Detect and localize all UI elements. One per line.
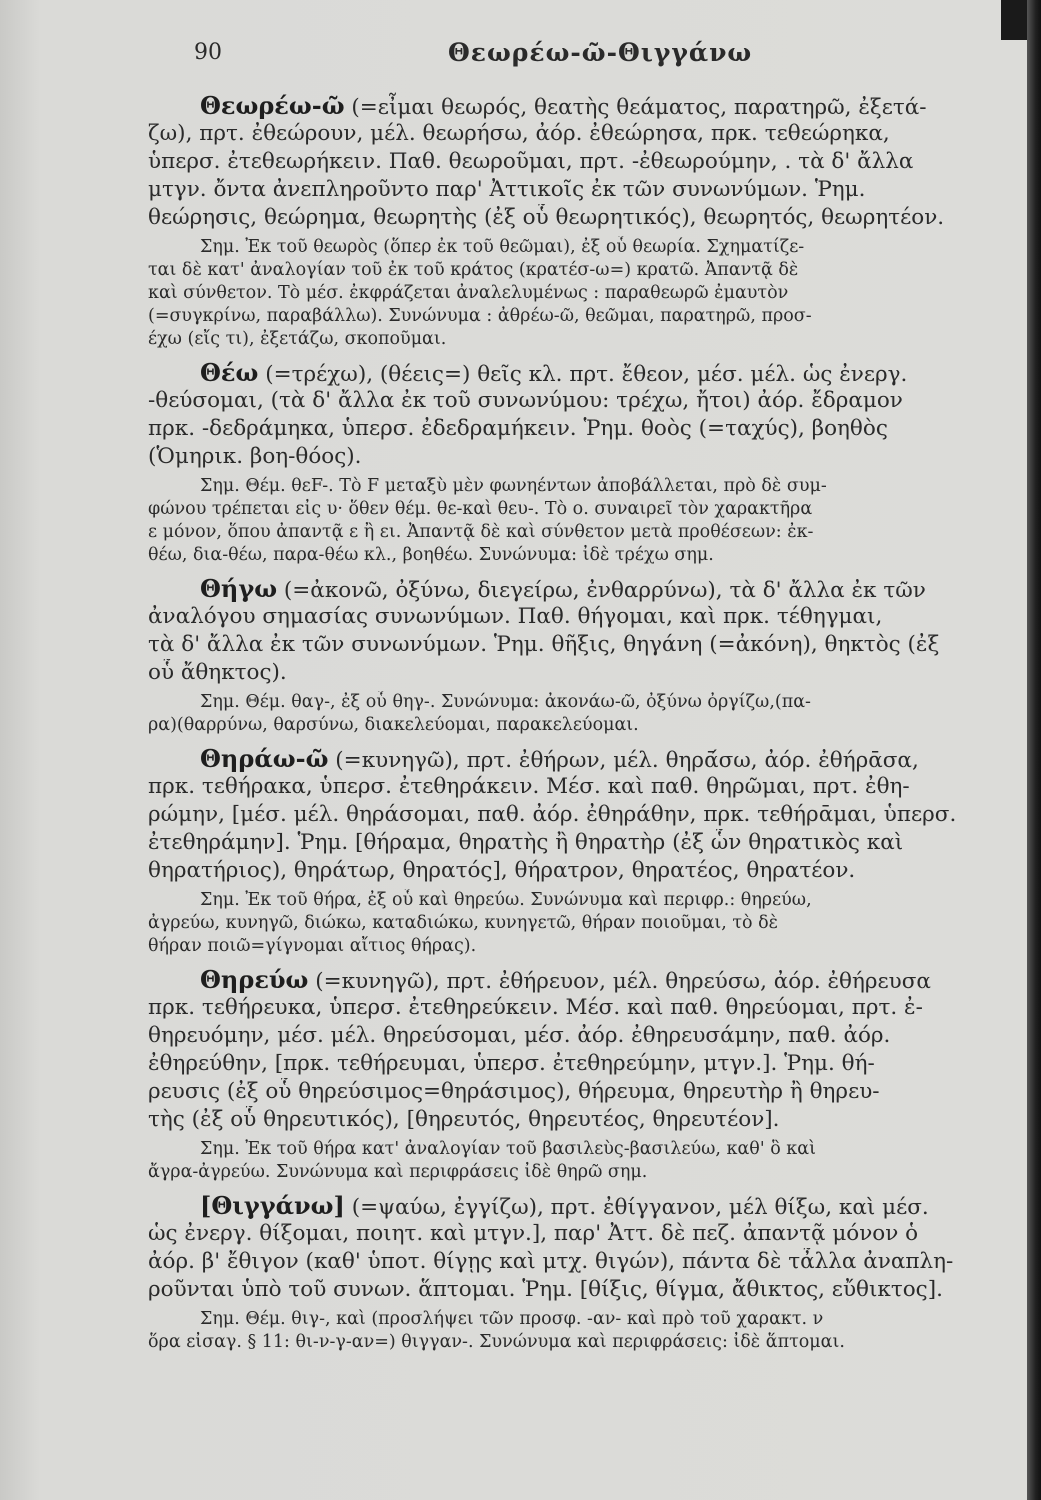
dictionary-entry: [148, 575, 1041, 687]
dictionary-entry: [148, 745, 1041, 885]
entry-text: (=ψαύω, ἐγγίζω), πρτ. ἐθίγγανον, μέλ θίξω, καὶ μέσ.: [344, 1195, 929, 1220]
entry-text: πρκ. τεθήρακα, ὑπερσ. ἐτεθηράκειν. Μέσ. καὶ παθ. θηρῶμαι, πρτ. ἐθη-: [148, 774, 910, 799]
note-line: θήραν ποιῶ=γίγνομαι αἴτιος θήρας).: [148, 936, 477, 956]
entry-note: [148, 475, 1041, 567]
entry-text: πρκ. -δεδράμηκα, ὑπερσ. ἐδεδραμήκειν. Ῥημ. θοὸς (=ταχύς), βοηθὸς: [148, 416, 888, 441]
entry-line: [148, 1106, 1041, 1134]
entry-text: (=ἀκονῶ, ὀξύνω, διεγείρω, ἐνθαρρύνω), τὰ δ' ἄλλα ἐκ τῶν: [277, 578, 926, 603]
entry-text: ἀναλόγου σημασίας συνωνύμων. Παθ. θήγομαι, καὶ πρκ. τέθηγμαι,: [148, 604, 883, 629]
running-head: Θεωρέω-ῶ-Θιγγάνω: [448, 38, 753, 67]
note-line: Σημ. Ἐκ τοῦ θήρα κατ' ἀναλογίαν τοῦ βασιλεὺς-βασιλεύω, καθ' ὃ καὶ: [200, 1139, 816, 1159]
entry-line: [148, 92, 1041, 120]
entry-note: [148, 691, 1041, 737]
entry-line: [148, 1022, 1041, 1050]
entry-line: [148, 359, 1041, 387]
entry-line: [148, 857, 1041, 885]
entry-text: ὡς ἐνεργ. θίξομαι, ποιητ. καὶ μτγν.], παρ' Ἀττ. δὲ πεζ. ἀπαντᾷ μόνον ὁ: [148, 1221, 919, 1246]
entry-text: θηρατήριος), θηράτωρ, θηρατός], θήρατρον, θηρατέος, θηρατέον.: [148, 858, 856, 883]
entry-text: θηρευόμην, μέσ. μέλ. θηρεύσομαι, μέσ. ἀόρ. ἐθηρευσάμην, παθ. ἀόρ.: [148, 1023, 891, 1048]
entry-note: [148, 236, 1041, 351]
entry-line: [148, 631, 1041, 659]
entry-headword: Θηρεύω: [200, 966, 309, 994]
dictionary-entries: [148, 92, 1041, 1354]
page-header: [148, 36, 1041, 84]
entry-text: (=κυνηγῶ), πρτ. ἐθήρων, μέλ. θηρᾱ́σω, ἀόρ. ἐθήρᾱσα,: [328, 748, 919, 773]
note-line: ται δὲ κατ' ἀναλογίαν τοῦ ἐκ τοῦ κράτος (κρατέσ-ω=) κρατῶ. Ἀπαντᾷ δὲ: [148, 260, 799, 280]
entry-line: [148, 966, 1041, 994]
note-line: ὅρα εἰσαγ. § 11: θι-ν-γ-αν=) θιγγαν-. Συνώνυμα καὶ περιφράσεις: ἰδὲ ἅπτομαι.: [148, 1332, 845, 1352]
note-line: Σημ. Ἐκ τοῦ θήρα, ἐξ οὗ καὶ θηρεύω. Συνώνυμα καὶ περιφρ.: θηρεύω,: [200, 890, 812, 910]
note-line: Σημ. Θέμ. θεF-. Τὸ F μεταξὺ μὲν φωνηέντων ἀποβάλλεται, πρὸ δὲ συμ-: [200, 476, 827, 496]
note-line: ἀγρεύω, κυνηγῶ, διώκω, καταδιώκω, κυνηγετῶ, θήραν ποιοῦμαι, τὸ δὲ: [148, 913, 779, 933]
entry-text: (=εἶμαι θεωρός, θεατὴς θεάματος, παρατηρῶ, ἐξετά-: [344, 95, 927, 120]
entry-text: θεώρησις, θεώρημα, θεωρητὴς (ἐξ οὗ θεωρητικός), θεωρητός, θεωρητέον.: [148, 205, 945, 230]
note-line: θέω, δια-θέω, παρα-θέω κλ., βοηθέω. Συνώνυμα: ἰδὲ τρέχω σημ.: [148, 545, 714, 565]
entry-text: ζω), πρτ. ἐθεώρουν, μέλ. θεωρήσω, ἀόρ. ἐθεώρησα, πρκ. τεθεώρηκα,: [148, 121, 890, 146]
entry-line: [148, 1192, 1041, 1220]
entry-text: ἀόρ. β' ἔθιγον (καθ' ὑποτ. θίγῃς καὶ μτχ. θιγών), πάντα δὲ τἆλλα ἀναπλη-: [148, 1249, 954, 1274]
entry-headword: Θεωρέω-ῶ: [200, 92, 345, 120]
entry-text: ἐτεθηράμην]. Ῥημ. [θήραμα, θηρατὴς ἢ θηρατὴρ (ἐξ ὧν θηρατικὸς καὶ: [148, 830, 904, 855]
entry-line: [148, 801, 1041, 829]
entry-text: τὰ δ' ἄλλα ἐκ τῶν συνωνύμων. Ῥημ. θῆξις, θηγάνη (=ἀκόνη), θηκτὸς (ἐξ: [148, 632, 940, 657]
entry-text: -θεύσομαι, (τὰ δ' ἄλλα ἐκ τοῦ συνωνύμου: τρέχω, ἤτοι) ἀόρ. ἔδραμον: [148, 388, 903, 413]
note-line: ε μόνον, ὅπου ἀπαντᾷ ε ἢ ει. Ἀπαντᾷ δὲ καὶ σύνθετον μετὰ προθέσεων: ἐκ-: [148, 522, 814, 542]
entry-text: (=κυνηγῶ), πρτ. ἐθήρευον, μέλ. θηρεύσω, ἀόρ. ἐθήρευσα: [308, 969, 931, 994]
entry-text: μτγν. ὄντα ἀνεπληροῦντο παρ' Ἀττικοῖς ἐκ τῶν συνωνύμων. Ῥημ.: [148, 177, 866, 202]
entry-line: [148, 1248, 1041, 1276]
entry-text: ὑπερσ. ἐτεθεωρήκειν. Παθ. θεωροῦμαι, πρτ. -ἐθεωρούμην, . τὰ δ' ἄλλα: [148, 149, 914, 174]
note-line: (=συγκρίνω, παραβάλλω). Συνώνυμα : ἀθρέω-ῶ, θεῶμαι, παρατηρῶ, προσ-: [148, 306, 812, 326]
entry-line: [148, 773, 1041, 801]
entry-line: [148, 1276, 1041, 1304]
entry-line: [148, 148, 1041, 176]
dictionary-entry: [148, 359, 1041, 471]
note-line: ρα)(θαρρύνω, θαρσύνω, διακελεύομαι, παρακελεύομαι.: [148, 715, 639, 735]
entry-line: [148, 994, 1041, 1022]
entry-note: [148, 1138, 1041, 1184]
entry-line: [148, 415, 1041, 443]
note-line: Σημ. Θέμ. θαγ-, ἐξ οὗ θηγ-. Συνώνυμα: ἀκονάω-ῶ, ὀξύνω ὀργίζω,(πα-: [200, 692, 811, 712]
entry-text: τὴς (ἐξ οὗ θηρευτικός), [θηρευτός, θηρευτέος, θηρευτέον].: [148, 1107, 780, 1132]
entry-line: [148, 120, 1041, 148]
entry-line: [148, 659, 1041, 687]
entry-text: οὗ ἄθηκτος).: [148, 660, 287, 685]
entry-headword: Θηράω-ῶ: [200, 745, 329, 773]
entry-line: [148, 603, 1041, 631]
entry-note: [148, 1308, 1041, 1354]
entry-text: ροῦνται ὑπὸ τοῦ συνων. ἅπτομαι. Ῥημ. [θίξις, θίγμα, ἄθικτος, εὔθικτος].: [148, 1277, 943, 1302]
dictionary-entry: [148, 92, 1041, 232]
note-line: καὶ σύνθετον. Τὸ μέσ. ἐκφράζεται ἀναλελυμένως : παραθεωρῶ ἐμαυτὸν: [148, 283, 789, 303]
note-line: φώνου τρέπεται εἰς υ· ὅθεν θέμ. θε-καὶ θευ-. Τὸ ο. συναιρεῖ τὸν χαρακτῆρα: [148, 499, 813, 519]
note-line: ἄγρα-ἀγρεύω. Συνώνυμα καὶ περιφράσεις ἰδὲ θηρῶ σημ.: [148, 1162, 648, 1182]
entry-line: [148, 204, 1041, 232]
entry-line: [148, 575, 1041, 603]
note-line: Σημ. Θέμ. θιγ-, καὶ (προσλήψει τῶν προσφ. -αν- καὶ πρὸ τοῦ χαρακτ. ν: [200, 1309, 824, 1329]
entry-text: ρευσις (ἐξ οὗ θηρεύσιμος=θηράσιμος), θήρευμα, θηρευτὴρ ἢ θηρευ-: [148, 1079, 880, 1104]
entry-line: [148, 1220, 1041, 1248]
entry-text: ρώμην, [μέσ. μέλ. θηράσομαι, παθ. ἀόρ. ἐθηράθην, πρκ. τεθήρᾱμαι, ὑπερσ.: [148, 802, 957, 827]
note-line: Σημ. Ἐκ τοῦ θεωρὸς (ὅπερ ἐκ τοῦ θεῶμαι), ἐξ οὗ θεωρία. Σχηματίζε-: [200, 237, 805, 257]
entry-headword: Θέω: [200, 359, 259, 387]
entry-line: [148, 387, 1041, 415]
entry-headword: Θήγω: [200, 575, 278, 603]
note-line: έχω (εἴς τι), ἐξετάζω, σκοποῦμαι.: [148, 329, 447, 349]
entry-note: [148, 889, 1041, 958]
page-number: 90: [194, 40, 222, 65]
dictionary-entry: [148, 966, 1041, 1134]
entry-text: (=τρέχω), (θέεις=) θεῖς κλ. πρτ. ἔθεον, μέσ. μέλ. ὡς ἐνεργ.: [258, 362, 908, 387]
entry-text: (Ὁμηρικ. βοη-θόος).: [148, 444, 362, 469]
entry-line: [148, 829, 1041, 857]
entry-text: ἐθηρεύθην, [πρκ. τεθήρευμαι, ὑπερσ. ἐτεθηρεύμην, μτγν.]. Ῥημ. θή-: [148, 1051, 875, 1076]
entry-line: [148, 1078, 1041, 1106]
entry-headword: [Θιγγάνω]: [200, 1192, 345, 1220]
page-content: [148, 36, 1041, 1476]
entry-line: [148, 1050, 1041, 1078]
entry-text: πρκ. τεθήρευκα, ὑπερσ. ἐτεθηρεύκειν. Μέσ. καὶ παθ. θηρεύομαι, πρτ. ἐ-: [148, 995, 923, 1020]
dictionary-entry: [148, 1192, 1041, 1304]
entry-line: [148, 176, 1041, 204]
entry-line: [148, 745, 1041, 773]
entry-line: [148, 443, 1041, 471]
